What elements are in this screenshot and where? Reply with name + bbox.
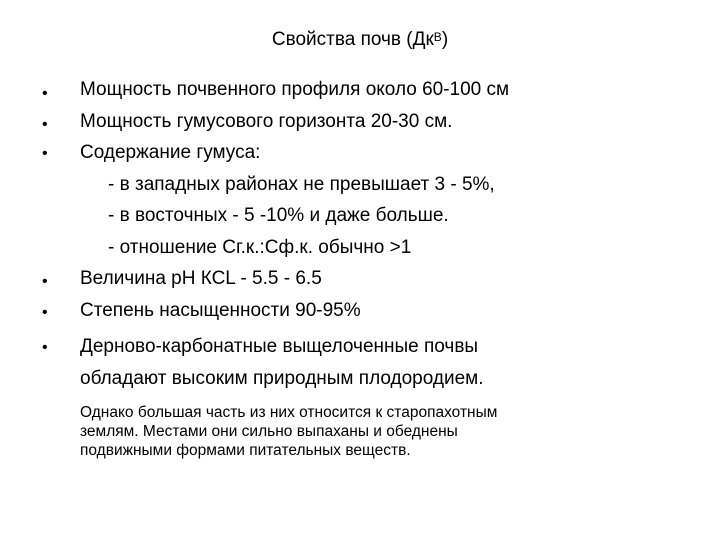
note-paragraph xyxy=(80,403,680,460)
list-item: Дерново-карбонатные выщелоченные почвы xyxy=(80,336,479,357)
note-line: подвижными формами питательных веществ. xyxy=(80,442,411,459)
sub-list-item: - в восточных - 5 -10% и даже больше. xyxy=(108,205,449,226)
list-item: Величина рН КСL - 5.5 - 6.5 xyxy=(80,268,322,289)
title-text: Свойства почв (Дк xyxy=(271,29,434,50)
bullet-marker: • xyxy=(42,116,48,133)
bullet-marker: • xyxy=(42,145,48,162)
bullet-marker: • xyxy=(42,339,48,356)
list-item: Степень насыщенности 90-95% xyxy=(80,300,361,321)
bullet-marker: • xyxy=(42,85,48,102)
bullet-marker: • xyxy=(42,273,48,290)
slide-title xyxy=(0,28,720,52)
title-superscript: В xyxy=(433,30,442,44)
list-item-continuation: обладают высоким природным плодородием. xyxy=(80,368,484,389)
list-item: Мощность гумусового горизонта 20-30 см. xyxy=(80,111,453,132)
bullet-marker: • xyxy=(42,304,48,321)
sub-list-item: - в западных районах не превышает 3 - 5%, xyxy=(108,174,495,195)
note-line: Однако большая часть из них относится к старопахотным xyxy=(80,404,498,421)
list-item: Мощность почвенного профиля около 60-100 см xyxy=(80,79,510,100)
list-item: Содержание гумуса: xyxy=(80,142,261,163)
title-close: ) xyxy=(441,29,449,50)
sub-list-item: - отношение Сг.к.:Сф.к. обычно >1 xyxy=(108,237,412,258)
note-line: землям. Местами они сильно выпаханы и обеднены xyxy=(80,423,458,440)
